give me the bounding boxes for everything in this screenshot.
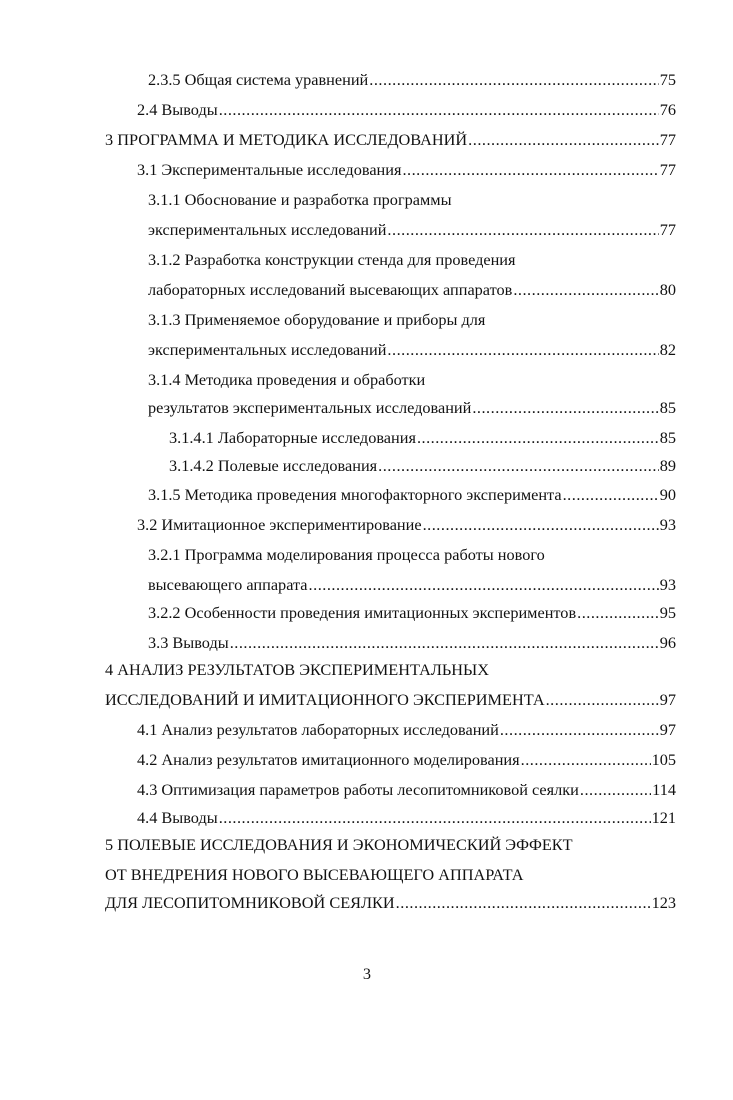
toc-entry-title: 3.1.3 Применяемое оборудование и приборы для — [148, 310, 486, 329]
toc-entry-page: 80 — [659, 280, 676, 299]
toc-entry[interactable] — [148, 575, 676, 595]
toc-entry-title: 3.1 Экспериментальные исследования — [137, 160, 402, 179]
toc-entry-page: 75 — [659, 70, 676, 89]
toc-entry-title: 4.1 Анализ результатов лабораторных исследований — [137, 720, 499, 739]
toc-entry-title: 4.4 Выводы — [137, 808, 218, 827]
toc-entry[interactable] — [148, 398, 676, 418]
toc-entry-title: экспериментальных исследований — [148, 340, 387, 359]
toc-entry[interactable] — [137, 515, 676, 535]
toc-entry-title: высевающего аппарата — [148, 575, 308, 594]
toc-entry[interactable] — [137, 780, 676, 800]
toc-entry-page: 85 — [659, 398, 676, 417]
toc-entry-page: 97 — [659, 690, 676, 709]
toc-entry-page: 95 — [659, 603, 676, 622]
toc-entry[interactable] — [137, 160, 676, 180]
toc-entry-title: 3.1.4.2 Полевые исследования — [169, 456, 378, 475]
toc-entry[interactable] — [169, 456, 676, 476]
toc-entry[interactable] — [148, 603, 676, 623]
toc-entry[interactable] — [148, 340, 676, 360]
toc-entry-title: 2.3.5 Общая система уравнений — [148, 70, 369, 89]
toc-entry-title: 3 ПРОГРАММА И МЕТОДИКА ИССЛЕДОВАНИЙ — [105, 130, 468, 149]
toc-entry-line — [148, 370, 425, 390]
toc-entry-page: 114 — [652, 780, 676, 799]
toc-entry-line — [148, 310, 485, 330]
toc-entry-line — [148, 190, 452, 210]
toc-entry[interactable] — [148, 280, 676, 300]
toc-entry-title: ОТ ВНЕДРЕНИЯ НОВОГО ВЫСЕВАЮЩЕГО АППАРАТА — [105, 865, 524, 884]
toc-entry-title: 3.1.5 Методика проведения многофакторного эксперимента — [148, 485, 562, 504]
toc-entry-page: 93 — [659, 515, 676, 534]
toc-entry-page: 85 — [659, 428, 676, 447]
toc-entry-page: 76 — [659, 100, 676, 119]
toc-entry[interactable] — [148, 485, 676, 505]
toc-entry-page: 96 — [659, 633, 676, 652]
toc-entry-title: 3.2.1 Программа моделирования процесса работы нового — [148, 545, 545, 564]
toc-entry-page: 77 — [659, 130, 676, 149]
toc-entry-title: 3.1.1 Обоснование и разработка программы — [148, 190, 452, 209]
toc-entry-title: 3.2.2 Особенности проведения имитационных экспериментов — [148, 603, 577, 622]
toc-entry-title: результатов экспериментальных исследований — [148, 398, 472, 417]
toc-chapter[interactable] — [105, 690, 676, 710]
toc-entry-title: 3.3 Выводы — [148, 633, 229, 652]
toc-entry[interactable] — [148, 70, 676, 90]
toc-entry-title: лабораторных исследований высевающих аппаратов — [148, 280, 513, 299]
toc-chapter[interactable] — [105, 893, 676, 913]
toc-entry-title: 3.2 Имитационное экспериментирование — [137, 515, 422, 534]
toc-chapter[interactable] — [105, 130, 676, 150]
toc-entry-page: 82 — [659, 340, 676, 359]
page-number: 3 — [362, 964, 372, 983]
toc-chapter-line — [105, 660, 489, 680]
toc-entry-page: 89 — [659, 456, 676, 475]
toc-entry-line — [148, 545, 545, 565]
toc-entry[interactable] — [148, 220, 676, 240]
toc-entry-page: 77 — [659, 160, 676, 179]
toc-entry[interactable] — [137, 750, 676, 770]
toc-entry[interactable] — [137, 100, 676, 120]
toc-entry-title: 4.2 Анализ результатов имитационного моделирования — [137, 750, 520, 769]
toc-entry-title: ИССЛЕДОВАНИЙ И ИМИТАЦИОННОГО ЭКСПЕРИМЕНТА — [105, 690, 545, 709]
toc-entry-title: 4 АНАЛИЗ РЕЗУЛЬТАТОВ ЭКСПЕРИМЕНТАЛЬНЫХ — [105, 660, 489, 679]
toc-entry-title: ДЛЯ ЛЕСОПИТОМНИКОВОЙ СЕЯЛКИ — [105, 893, 395, 912]
toc-entry-page: 93 — [659, 575, 676, 594]
toc-entry-page: 121 — [651, 808, 676, 827]
toc-entry-title: 3.1.4.1 Лабораторные исследования — [169, 428, 416, 447]
toc-entry[interactable] — [148, 633, 676, 653]
toc-entry[interactable] — [137, 720, 676, 740]
toc-entry-line — [148, 250, 516, 270]
toc-entry-page: 105 — [651, 750, 676, 769]
toc-entry-page: 90 — [659, 485, 676, 504]
toc-entry[interactable] — [137, 808, 676, 828]
toc-entry-title: 2.4 Выводы — [137, 100, 218, 119]
toc-chapter-line — [105, 835, 573, 855]
toc-entry-page: 97 — [659, 720, 676, 739]
toc-entry-title: 4.3 Оптимизация параметров работы лесопитомниковой сеялки — [137, 780, 579, 799]
toc-entry-title: 3.1.2 Разработка конструкции стенда для проведения — [148, 250, 516, 269]
toc-entry-title: 3.1.4 Методика проведения и обработки — [148, 370, 426, 389]
toc-chapter-line — [105, 865, 523, 885]
toc-entry[interactable] — [169, 428, 676, 448]
toc-entry-page: 123 — [651, 893, 676, 912]
toc-entry-title: экспериментальных исследований — [148, 220, 387, 239]
toc-entry-page: 77 — [659, 220, 676, 239]
toc-entry-title: 5 ПОЛЕВЫЕ ИССЛЕДОВАНИЯ И ЭКОНОМИЧЕСКИЙ ЭФФЕКТ — [105, 835, 573, 854]
